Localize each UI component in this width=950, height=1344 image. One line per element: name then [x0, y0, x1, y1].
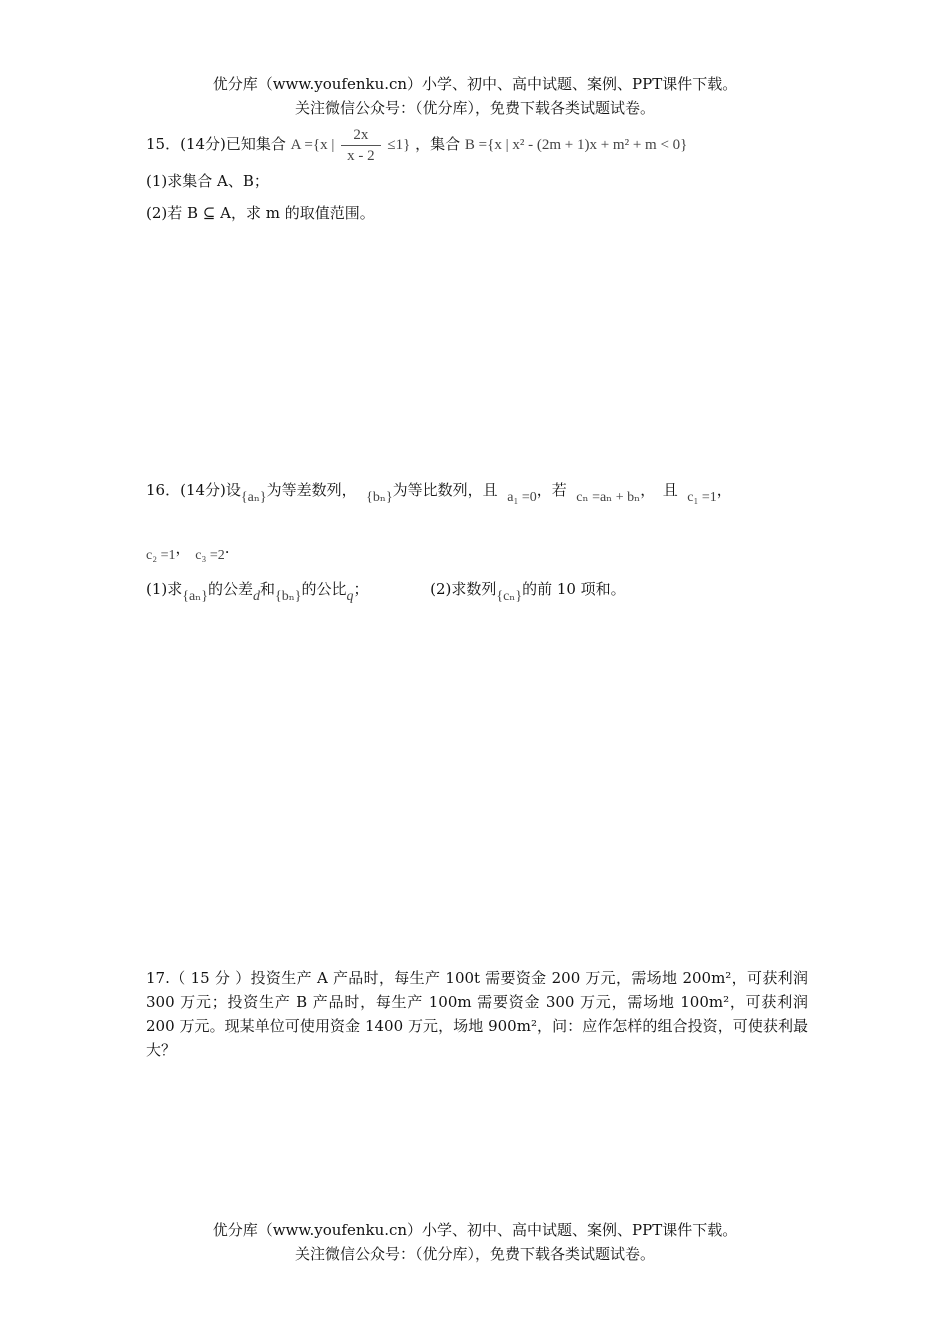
fraction-numerator: 2x — [341, 125, 381, 146]
p2-seq-c: {cₙ} — [496, 589, 523, 604]
q16-part-1-a: (1)求 — [146, 580, 183, 598]
set-a-fraction — [341, 125, 381, 166]
q16-text-1: 为等差数列， — [266, 481, 357, 499]
page-footer — [0, 1218, 950, 1266]
q15-label: 15．(14分)已知集合 — [146, 135, 286, 153]
q16-label: 16．(14分)设 — [146, 481, 241, 499]
q15-part-1: (1)求集合 A、B； — [146, 172, 269, 190]
c3-equation: c₃ =2 — [195, 548, 225, 563]
q16-part-1-e: 的公比 — [301, 580, 347, 598]
seq-a-set: {aₙ} — [240, 490, 267, 505]
page-header — [0, 72, 950, 120]
q17-statement: 17.（ 15 分 ）投资生产 A 产品时，每生产 100t 需要资金 200 万元，需场地 200m²，可获利润 300 万元；投资生产 B 产品时，每生产 100m 需要资金 300 万元，需场地 100m²，可获利润 200 万元。现某单位可使用资金 1400 万元，场地 900m²，问：应作怎样的组合投资，可使获利最大？ — [146, 969, 808, 1059]
p1-seq-b: {bₙ} — [275, 589, 302, 604]
q16-part-2-a: (2)求数列 — [430, 580, 497, 598]
c1-equation: c₁ =1 — [687, 490, 717, 505]
q16-text-3: ，若 — [536, 481, 567, 499]
q16-text-4: ， 且 — [640, 481, 678, 499]
q16-parts — [146, 577, 626, 609]
q16-comma-1: ， — [716, 481, 732, 499]
q15-statement — [146, 122, 687, 167]
q16-part-1-b: 的公差 — [207, 580, 253, 598]
header-line-2: 关注微信公众号：（优分库），免费下载各类试题试卷。 — [294, 99, 655, 117]
p1-seq-a: {aₙ} — [182, 589, 208, 604]
set-a-prefix: A ={x | — [290, 137, 335, 153]
q16-statement-cont — [146, 536, 230, 568]
common-ratio-q: q — [346, 589, 354, 604]
footer-line-1: 优分库（www.youfenku.cn）小学、初中、高中试题、案例、PPT课件下载。 — [212, 1221, 738, 1239]
seq-b-set: {bₙ} — [366, 490, 393, 505]
fraction-denominator: x - 2 — [347, 147, 375, 164]
header-line-1: 优分库（www.youfenku.cn）小学、初中、高中试题、案例、PPT课件下载。 — [212, 75, 738, 93]
q16-period: . — [224, 539, 230, 557]
cn-equation: cₙ =aₙ + bₙ — [576, 490, 641, 505]
c2-equation: c₂ =1 — [146, 548, 176, 563]
q16-text-2: 为等比数列，且 — [392, 481, 498, 499]
q16-statement — [146, 478, 732, 510]
q16-comma-2: ， — [175, 539, 191, 557]
q16-part-2-b: 的前 10 项和。 — [522, 580, 626, 598]
q16-part-1-f: ； — [353, 580, 369, 598]
footer-line-2: 关注微信公众号：（优分库），免费下载各类试题试卷。 — [294, 1245, 655, 1263]
q15-mid-text: ，集合 — [415, 135, 461, 153]
set-a-suffix: ≤1} — [387, 137, 411, 153]
set-b-definition: B ={x | x² - (2m + 1)x + m² + m < 0} — [464, 137, 688, 153]
a1-equation: a₁ =0 — [507, 490, 537, 505]
common-difference-d: d — [252, 589, 260, 604]
q15-part-2: (2)若 B ⊆ A，求 m 的取值范围。 — [146, 204, 375, 222]
q16-part-1-c: 和 — [259, 580, 275, 598]
